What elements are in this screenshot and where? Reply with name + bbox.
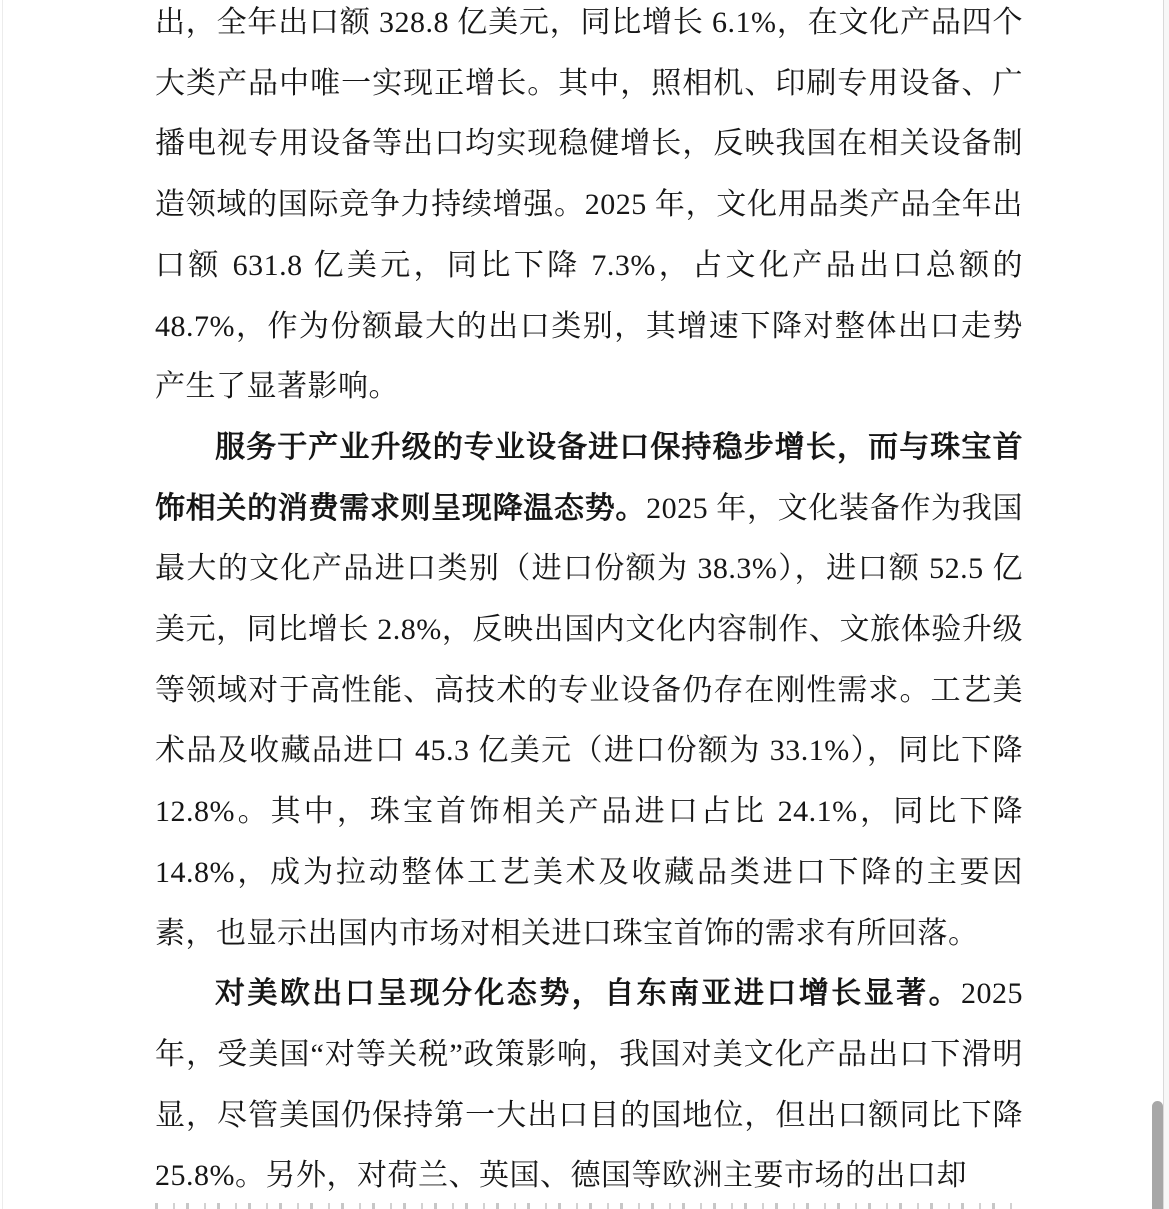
- page-right-margin-strip: [1164, 0, 1169, 1209]
- paragraph-text: 出，全年出口额 328.8 亿美元，同比增长 6.1%，在文化产品四个大类产品中唯一实现正增长。其中，照相机、印刷专用设备、广播电视专用设备等出口均实现稳健增长，反映我国在相关设备制造领域的国际竞争力持续增强。2025 年，文化用品类产品全年出口额 631.8 亿美元，同比下降 7.3%，占文化产品出口总额的 48.7%，作为份额最大的出口类别，其增速下降对整体出口走势产生了显著影响。: [155, 6, 1023, 404]
- paragraph-text: 2025 年，文化装备作为我国最大的文化产品进口类别（进口份额为 38.3%），进口额 52.5 亿美元，同比增长 2.8%，反映出国内文化内容制作、文旅体验升级等领域对于高性能、高技术的专业设备仍存在刚性需求。工艺美术品及收藏品进口 45.3 亿美元（进口份额为 33.1%），同比下降 12.8%。其中，珠宝首饰相关产品进口占比 24.1%，同比下降 14.8%，成为拉动整体工艺美术及收藏品类进口下降的主要因素，也显示出国内市场对相关进口珠宝首饰的需求有所回落。: [155, 491, 1024, 950]
- paragraph: [155, 964, 1023, 1207]
- paragraph-text: 2025 年，受美国“对等关税”政策影响，我国对美文化产品出口下滑明显，尽管美国仍保持第一大出口目的国地位，但出口额同比下降 25.8%。另外，对荷兰、英国、德国等欧洲主要市场的出口却: [155, 977, 1023, 1193]
- paragraph-lead-bold: 对美欧出口呈现分化态势，自东南亚进口增长显著。: [215, 977, 961, 1011]
- vertical-scrollbar-thumb[interactable]: [1152, 1101, 1163, 1209]
- clipped-next-line-fragment: [155, 1203, 1023, 1209]
- paragraph: [155, 0, 1023, 418]
- paragraph: [155, 418, 1023, 964]
- page-left-border: [2, 0, 3, 1209]
- paragraph-lead-bold: 服务于产业升级的专业设备进口保持稳步增长，而与珠宝首饰相关的消费需求则呈现降温态势。: [155, 430, 1023, 525]
- page-text-content: [155, 0, 1023, 1207]
